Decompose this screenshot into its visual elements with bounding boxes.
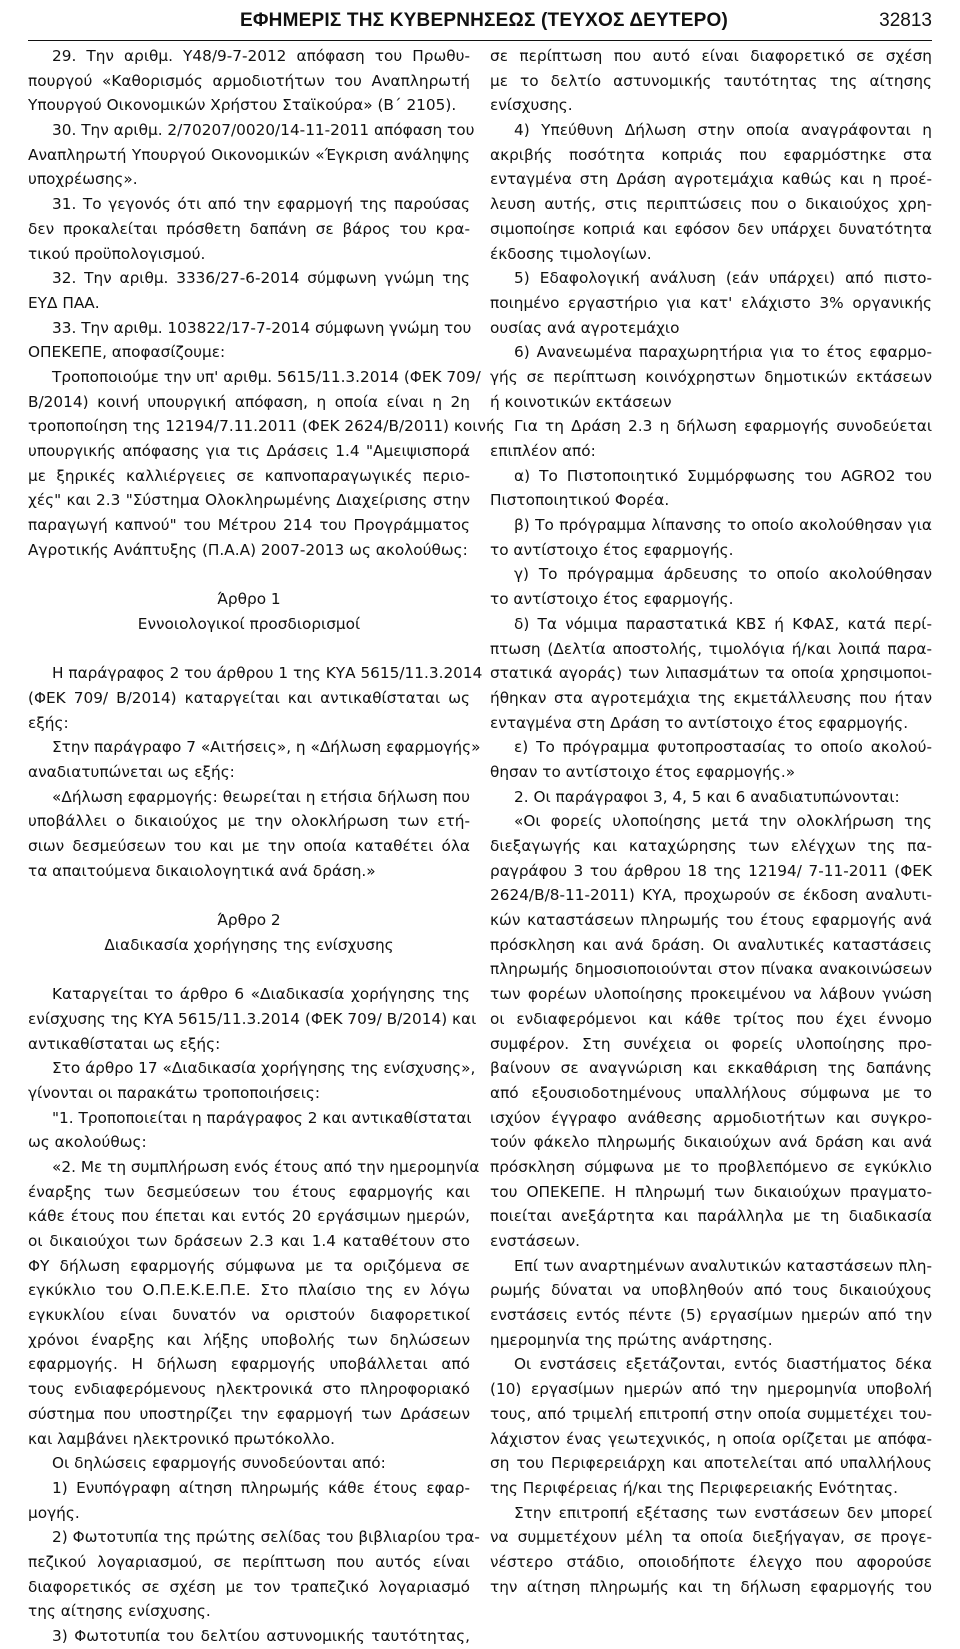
text-line: σύστημα που υποστηρίζει την εφαρμογή των Δράσεων	[28, 1404, 470, 1423]
text-line: υποχρέωσης».	[28, 170, 138, 189]
text-line: ΦΥ δήλωση εφαρμογής σύμφωνα με τα οριζόμενα σε	[28, 1256, 470, 1275]
text-line: πεζικού λογαριασμού, σε περίπτωση που αυτός είναι	[28, 1552, 470, 1571]
text-line: ακριβής ποσότητα κοπριάς που εφαρμόστηκε στα	[490, 145, 932, 164]
article-heading-line: Εννοιολογικοί προσδιορισμοί	[137, 614, 361, 633]
text-line: Οι δηλώσεις εφαρμογής συνοδεύονται από:	[52, 1454, 386, 1473]
text-line: β) Το πρόγραμμα λίπανσης το οποίο ακολούθησαν για	[514, 516, 932, 535]
text-line: α) Το Πιστοποιητικό Συμμόρφωσης του AGRO2 του	[514, 466, 932, 485]
text-line: Πιστοποιητικού Φορέα.	[490, 491, 670, 510]
text-line: έναρξης των δεσμεύσεων του έτους εφαρμογής και	[28, 1182, 470, 1201]
text-line: χρόνοι έναρξης και λήξης υποβολής των δηλώσεων	[28, 1330, 470, 1349]
text-line: ποιείται ανεξάρτητα και παράλληλα με τη διαδικασία	[490, 1207, 932, 1226]
text-line: ή κοινοτικών εκτάσεων	[490, 392, 672, 411]
text-line: ποιημένο εργαστήριο για κατ' ελάχιστο 3% οργανικής	[490, 293, 932, 312]
text-line: τους, από τριμελή επιτροπή στην οποία συμμετέχει του-	[490, 1404, 932, 1423]
text-line: μογής.	[28, 1503, 80, 1522]
text-line: έκδοσης τιμολογίων.	[490, 244, 652, 263]
text-line: ρωμής δύναται να υποβληθούν από τους δικαιούχους	[490, 1281, 932, 1300]
text-line: κάθε έτους που έπεται και εντός 20 εργάσιμων ημερών,	[28, 1207, 470, 1226]
text-line: ενίσχυσης της ΚΥΑ 5615/11.3.2014 (ΦΕΚ 709/ Β/2014) και	[28, 1009, 477, 1028]
text-line	[28, 883, 470, 908]
text-line: 33. Την αριθμ. 103822/17-7-2014 σύμφωνη γνώμη του	[52, 318, 472, 337]
text-line: ραγράφου 3 του άρθρου 18 της 12194/ 7-11-2011 (ΦΕΚ	[490, 861, 932, 880]
text-line: τούν φάκελο πληρωμής δικαιούχων ανά δράση και ανά	[490, 1133, 932, 1152]
text-line: τους ενδιαφερόμενους ηλεκτρονικά στο πληροφοριακό	[28, 1380, 470, 1399]
text-line: να συμμετέχουν μέλη τα οποία διεξήγαγαν, σε προγε-	[490, 1528, 932, 1547]
text-line: την αίτηση πληρωμής και τη δήλωση εφαρμογής του	[490, 1577, 932, 1596]
text-line: Στην παράγραφο 7 «Αιτήσεις», η «Δήλωση εφαρμογής»	[52, 738, 481, 757]
text-line: Τροποποιούμε την υπ' αριθμ. 5615/11.3.2014 (ΦΕΚ 709/	[52, 367, 481, 386]
text-line: τικού προϋπολογισμού.	[28, 244, 206, 263]
text-line: σε περίπτωση που αυτό είναι διαφορετικό σε σχέση	[490, 47, 932, 65]
text-line	[28, 637, 470, 662]
text-line: «Δήλωση εφαρμογής: θεωρείται η ετήσια δήλωση που	[52, 787, 470, 806]
text-line: Στο άρθρο 17 «Διαδικασία χορήγησης της ενίσχυσης»,	[52, 1059, 476, 1078]
text-line	[28, 562, 470, 587]
text-line: γίνονται οι παρακάτω τροποποιήσεις:	[28, 1083, 321, 1102]
text-line: τα απαιτούμενα δικαιολογητικά ανά δράση.»	[28, 861, 376, 880]
text-line: Για τη Δράση 2.3 η δήλωση εφαρμογής συνοδεύεται	[514, 417, 932, 436]
text-line: διαφορετικός σε σχέση με τον τραπεζικό λογαριασμό	[28, 1577, 470, 1596]
right-column	[490, 44, 932, 1599]
text-line: Καταργείται το άρθρο 6 «Διαδικασία χορήγησης της	[52, 985, 470, 1004]
text-line: σιμοποίησε κοπριά και εφόσον δεν υπάρχει δυνατότητα	[490, 219, 932, 238]
text-line: ενστάσεις εντός πέντε (5) εργασίμων ημερών από την	[490, 1306, 932, 1325]
text-line: υποβάλλει ο δικαιούχος με την ολοκλήρωση των ετή-	[28, 812, 470, 831]
text-line: συμφέρον. Στη συνέχεια οι φορείς υλοποίησης προ-	[490, 1034, 932, 1053]
text-line: δ) Τα νόμιμα παραστατικά ΚΒΣ ή ΚΦΑΣ, κατά περί-	[514, 614, 932, 633]
text-line: Επί των αναρτημένων αναλυτικών καταστάσεων πλη-	[514, 1256, 932, 1275]
text-line: ΟΠΕΚΕΠΕ, αποφασίζουμε:	[28, 343, 226, 362]
text-line: Η παράγραφος 2 του άρθρου 1 της ΚΥΑ 5615/11.3.2014	[52, 664, 483, 683]
text-line: της αίτησης ενίσχυσης.	[28, 1602, 211, 1621]
text-line: εξής:	[28, 713, 69, 732]
text-line: εγκυκλίου είναι δυνατόν να οριστούν διαφορετικοί	[28, 1306, 470, 1325]
text-line: Αγροτικής Ανάπτυξης (Π.Α.Α) 2007-2013 ως ακολούθως:	[28, 540, 468, 559]
text-line: 5) Εδαφολογική ανάλυση (εάν υπάρχει) από πιστο-	[514, 269, 932, 288]
text-line: ση του Περιφερειάρχη και αποτελείται από υπαλλήλους	[490, 1454, 932, 1473]
text-line: γής σε περίπτωση κοινόχρηστων δημοτικών εκτάσεων	[490, 367, 932, 386]
text-line: πληρωμής δημοσιοποιούνται στον πίνακα ανακοινώσεων	[490, 960, 932, 979]
text-line: με το δελτίο αστυνομικής ταυτότητας της αίτησης	[490, 71, 932, 90]
text-line: το αντίστοιχο έτος εφαρμογής.	[490, 540, 734, 559]
text-line: ουσίας ανά αγροτεμάχιο	[490, 318, 680, 337]
text-line: πτωση (Δελτία αποστολής, τιμολόγια ή/και λοιπά παρα-	[490, 639, 932, 658]
text-line: το αντίστοιχο έτος εφαρμογής.	[490, 590, 734, 609]
text-line: του ΟΠΕΚΕΠΕ. Η πληρωμή των δικαιούχων πραγματο-	[490, 1182, 932, 1201]
text-line: ως ακολούθως:	[28, 1133, 147, 1152]
text-line: 2624/Β/8-11-2011) ΚΥΑ, προχωρούν σε έκδοση αναλυτι-	[490, 886, 932, 905]
text-line: 3) Φωτοτυπία του δελτίου αστυνομικής ταυτότητας,	[52, 1627, 470, 1645]
text-line: οι ενδιαφερόμενοι και κάθε τρίτος που έχει έννομο	[490, 1009, 932, 1028]
text-line: πρόσκληση σύμφωνα με το προβλεπόμενο σε εγκύκλιο	[490, 1157, 932, 1176]
text-line: ε) Το πρόγραμμα φυτοπροστασίας το οποίο ακολού-	[514, 738, 932, 757]
text-line: στατικά αγοράς) των λιπασμάτων τα οποία χρησιμοποι-	[490, 664, 932, 683]
text-line: νέστερο στάδιο, οποιοδήποτε έλεγχο που αφορούσε	[490, 1552, 932, 1571]
text-line: ισχύον έγγραφο ανάθεσης αρμοδιοτήτων και συγκρο-	[490, 1108, 932, 1127]
text-line: των φορέων υλοποίησης προκειμένου να λάβουν γνώση	[490, 985, 932, 1004]
text-line: αντικαθίσταται ως εξής:	[28, 1034, 221, 1053]
text-line: "1. Τροποποιείται η παράγραφος 2 και αντικαθίσταται	[52, 1108, 472, 1127]
text-line: 2) Φωτοτυπία της πρώτης σελίδας του βιβλιαρίου τρα-	[52, 1528, 480, 1547]
text-line: 30. Την αριθμ. 2/70207/0020/14-11-2011 απόφαση του	[52, 121, 475, 140]
article-heading-line: Άρθρο 2	[217, 911, 281, 930]
text-line	[28, 957, 470, 982]
text-line: χές" και 2.3 "Σύστημα Ολοκληρωμένης Διαχείρισης στην	[28, 491, 470, 510]
text-line: 29. Την αριθμ. Υ48/9-7-2012 απόφαση του Πρωθυ-	[52, 47, 470, 65]
text-line: θησαν το αντίστοιχο έτος εφαρμογής.»	[490, 762, 796, 781]
text-line: Υπουργού Οικονομικών Χρήστου Σταϊκούρα» (Β΄ 2105).	[28, 96, 457, 115]
text-line: εφαρμογής. Η δήλωση εφαρμογής υποβάλλεται από	[28, 1355, 470, 1374]
text-line: 2. Οι παράγραφοι 3, 4, 5 και 6 αναδιατυπώνονται:	[514, 787, 900, 806]
text-line: αναδιατυπώνεται ως εξής:	[28, 762, 235, 781]
text-line: Αναπληρωτή Υπουργού Οικονομικών «Έγκριση ανάληψης	[28, 145, 470, 164]
text-line: σιων δεσμεύσεων του και με την οποία καταθέτει όλα	[28, 837, 470, 855]
text-line: ήθηκαν στα αγροτεμάχια της εκμετάλλευσης που ήταν	[490, 688, 932, 707]
text-line: τροποποίηση της 12194/7.11.2011 (ΦΕΚ 2624/Β/2011) κοινής	[28, 417, 505, 436]
text-line: οι δικαιούχοι των δράσεων 2.3 και 1.4 καταθέτουν στο	[28, 1232, 470, 1250]
text-line: και λαμβάνει ηλεκτρονικό πρωτόκολλο.	[28, 1429, 335, 1448]
text-line: από εξουσιοδοτημένους υπαλλήλους σύμφωνα με το	[490, 1083, 932, 1102]
text-line: λάχιστον ένας γεωτεχνικός, η οποία ορίζεται με απόφα-	[490, 1429, 932, 1448]
text-line: «Οι φορείς υλοποίησης μετά την ολοκλήρωση της	[514, 812, 932, 831]
text-line: πρόσκληση και ανά δράση. Οι αναλυτικές καταστάσεις	[490, 935, 932, 954]
text-line: κών καταστάσεων πληρωμής του έτους εφαρμογής ανά	[490, 911, 932, 930]
text-line: Β/2014) κοινή υπουργική απόφαση, η οποία είναι η 2η	[28, 392, 470, 411]
text-line: 1) Ενυπόγραφη αίτηση πληρωμής κάθε έτους εφαρ-	[52, 1478, 470, 1497]
text-line: δεν προκαλείται πρόσθετη δαπάνη σε βάρος του κρα-	[28, 219, 470, 238]
article-heading-line: Διαδικασία χορήγησης της ενίσχυσης	[104, 935, 394, 954]
text-line: ενίσχυσης.	[490, 96, 573, 115]
text-line: ενταγμένα στη Δράση αγροτεμάχια καθώς και η προέ-	[490, 170, 932, 189]
text-line: επιπλέον από:	[490, 442, 596, 460]
text-line: γ) Το πρόγραμμα άρδευσης το οποίο ακολούθησαν	[514, 565, 932, 584]
page-number: 32813	[879, 10, 932, 31]
text-line: Οι ενστάσεις εξετάζονται, εντός διαστήματος δέκα	[514, 1355, 932, 1374]
text-line: 32. Την αριθμ. 3336/27-6-2014 σύμφωνη γνώμη της	[52, 269, 470, 288]
left-column	[28, 44, 505, 1649]
text-line: διεξαγωγής και καταχώρησης των ελέγχων της πα-	[490, 837, 932, 855]
text-line: παραγωγή καπνού" του Μέτρου 214 του Προγράμματος	[28, 516, 470, 535]
text-line: 4) Υπεύθυνη Δήλωση στην οποία αναγράφονται η	[514, 121, 932, 140]
text-line: «2. Με τη συμπλήρωση ενός έτους από την ημερομηνία	[52, 1157, 480, 1176]
text-line: ημερομηνία της πρώτης ανάρτησης.	[490, 1330, 773, 1349]
text-line: πουργού «Καθορισμός αρμοδιοτήτων του Αναπληρωτή	[28, 71, 470, 90]
text-line: υπουργικής απόφασης για τις Δράσεις 1.4 "Αμειψισπορά	[28, 442, 470, 460]
text-line: με ξηρικές καλλιέργειες σε καπνοπαραγωγικές περιο-	[28, 466, 470, 485]
text-line: ΕΥΔ ΠΑΑ.	[28, 293, 100, 312]
text-line: ενστάσεων.	[490, 1232, 580, 1250]
text-line: της Περιφέρειας ή/και της Περιφερειακής Ενότητας.	[490, 1478, 898, 1497]
text-line: Στην επιτροπή εξέτασης των ενστάσεων δεν μπορεί	[514, 1503, 932, 1522]
text-line: (ΦΕΚ 709/ Β/2014) καταργείται και αντικαθίσταται ως	[28, 688, 470, 707]
text-line: βαίνουν σε αναγνώριση και εκκαθάριση της δαπάνης	[490, 1059, 932, 1078]
text-line: (10) εργασίμων ημερών από την ημερομηνία υποβολή	[490, 1380, 932, 1399]
page-header	[28, 6, 932, 41]
text-line: 6) Ανανεωμένα παραχωρητήρια για το έτος εφαρμο-	[514, 343, 932, 362]
text-line: ενταγμένα στη Δράση το αντίστοιχο έτος εφαρμογής.	[490, 713, 909, 732]
text-line: 31. Το γεγονός ότι από την εφαρμογή της παρούσας	[52, 195, 470, 214]
gazette-title: ΕΦΗΜΕΡΙΣ ΤΗΣ ΚΥΒΕΡΝΗΣΕΩΣ (ΤΕΥΧΟΣ ΔΕΥΤΕΡΟ)	[240, 10, 728, 31]
article-heading-line: Άρθρο 1	[217, 590, 281, 609]
text-line: λευση αυτής, στις περιπτώσεις που ο δικαιούχος χρη-	[490, 195, 932, 214]
text-line: εγκύκλιο του Ο.Π.Ε.Κ.Ε.Π.Ε. Στο πλαίσιο της εν λόγω	[28, 1281, 470, 1300]
